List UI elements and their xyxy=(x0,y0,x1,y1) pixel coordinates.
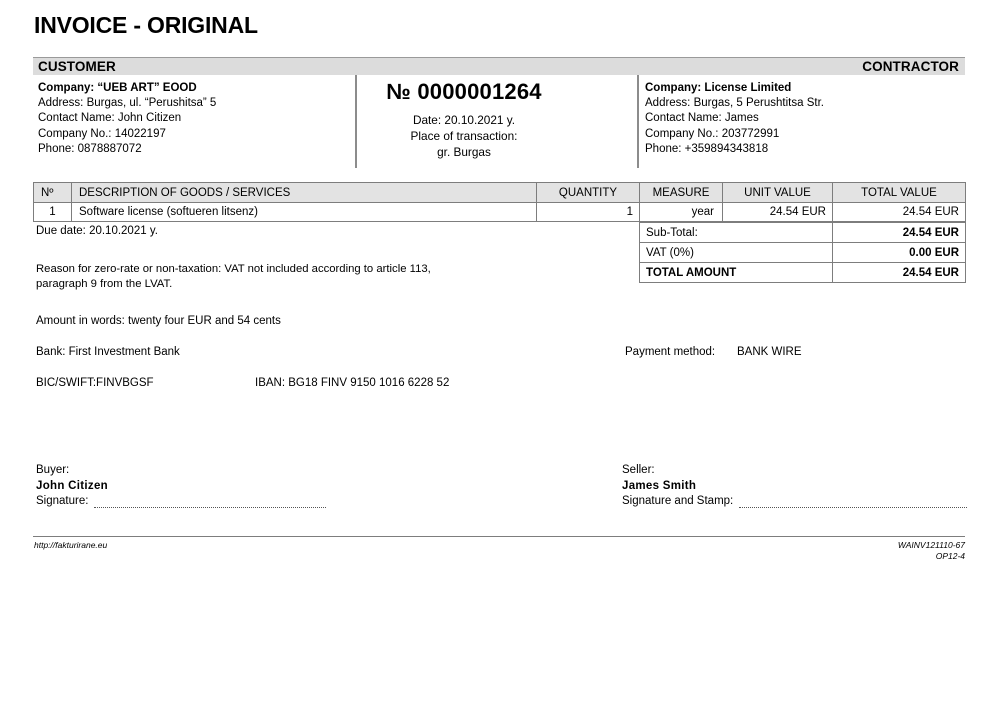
totals-row-subtotal xyxy=(640,223,966,243)
seller-signature-block xyxy=(622,463,967,510)
invoice-date: Date: 20.10.2021 y. xyxy=(412,113,516,127)
items-table xyxy=(33,182,966,222)
footer-divider xyxy=(33,536,965,537)
bic-swift: BIC/SWIFT:FINVBGSF xyxy=(36,377,154,389)
footer-url[interactable]: http://fakturirane.eu xyxy=(34,540,108,550)
invoice-meta xyxy=(330,79,598,160)
customer-section-label: CUSTOMER xyxy=(38,59,116,74)
page-title: INVOICE - ORIGINAL xyxy=(34,12,258,38)
seller-signature-row xyxy=(622,494,967,510)
buyer-name: John Citizen xyxy=(36,479,108,492)
amount-in-words: Amount in words: twenty four EUR and 54 cents xyxy=(36,315,281,327)
cell-description: Software license (softueren litsenz) xyxy=(72,203,537,222)
column-header-quantity: QUANTITY xyxy=(537,183,640,203)
iban: IBAN: BG18 FINV 9150 1016 6228 52 xyxy=(255,377,450,389)
vat-label: VAT (0%) xyxy=(640,243,833,263)
seller-role-label: Seller: xyxy=(622,464,655,476)
zero-rate-reason: Reason for zero-rate or non-taxation: VAT not included according to article 113, paragraph 9 from the LVAT. xyxy=(36,263,431,290)
buyer-signature-line[interactable] xyxy=(94,499,326,508)
contractor-address: Address: Burgas, 5 Perushtitsa Str. xyxy=(645,97,824,110)
seller-signature-label: Signature and Stamp: xyxy=(622,495,734,507)
cell-total-value: 24.54 EUR xyxy=(833,203,966,222)
subtotal-label: Sub-Total: xyxy=(640,223,833,243)
column-header-no: Nº xyxy=(34,183,72,203)
buyer-signature-row xyxy=(36,494,466,510)
customer-details xyxy=(38,81,350,157)
total-amount-label: TOTAL AMOUNT xyxy=(640,263,833,283)
cell-unit-value: 24.54 EUR xyxy=(723,203,833,222)
cell-no: 1 xyxy=(34,203,72,222)
contractor-phone: Phone: +359894343818 xyxy=(645,142,769,155)
payment-method-label: Payment method: xyxy=(625,346,716,358)
buyer-signature-block xyxy=(36,463,466,510)
seller-signature-line[interactable] xyxy=(739,499,967,508)
invoice-number: № 0000001264 xyxy=(386,79,542,104)
parties-header-band xyxy=(33,57,965,75)
totals-row-total xyxy=(640,263,966,283)
contractor-contact-name: Contact Name: James xyxy=(645,112,759,125)
footer-ref-code-secondary: OP12-4 xyxy=(935,551,965,561)
divider-right xyxy=(637,75,639,168)
customer-company: Company: “UEB ART” EOOD xyxy=(38,82,197,94)
cell-measure: year xyxy=(640,203,723,222)
due-date: Due date: 20.10.2021 y. xyxy=(36,225,158,237)
payment-method-value: BANK WIRE xyxy=(737,346,802,358)
customer-address: Address: Burgas, ul. “Perushitsa” 5 xyxy=(38,97,217,110)
totals-row-vat xyxy=(640,243,966,263)
footer-ref-code: WAINV121110-67 xyxy=(897,540,965,550)
customer-company-no: Company No.: 14022197 xyxy=(38,127,166,140)
cell-quantity: 1 xyxy=(537,203,640,222)
buyer-signature-label: Signature: xyxy=(36,495,89,507)
table-row xyxy=(34,203,966,222)
vat-value: 0.00 EUR xyxy=(833,243,966,263)
footer-reference xyxy=(898,540,965,562)
column-header-measure: MEASURE xyxy=(640,183,723,203)
contractor-details xyxy=(645,81,963,157)
column-header-total-value: TOTAL VALUE xyxy=(833,183,966,203)
bank-name: Bank: First Investment Bank xyxy=(36,346,180,358)
seller-name: James Smith xyxy=(622,479,697,492)
subtotal-value: 24.54 EUR xyxy=(833,223,966,243)
contractor-section-label: CONTRACTOR xyxy=(862,59,959,74)
contractor-company: Company: License Limited xyxy=(645,82,792,94)
buyer-role-label: Buyer: xyxy=(36,464,70,476)
column-header-unit-value: UNIT VALUE xyxy=(723,183,833,203)
items-table-header-row xyxy=(34,183,966,203)
totals-table xyxy=(639,222,966,283)
customer-contact-name: Contact Name: John Citizen xyxy=(38,112,182,125)
place-of-transaction-label: Place of transaction: xyxy=(410,129,518,143)
customer-phone: Phone: 0878887072 xyxy=(38,142,142,155)
contractor-company-no: Company No.: 203772991 xyxy=(645,127,780,140)
place-of-transaction-value: gr. Burgas xyxy=(437,145,491,159)
column-header-description: DESCRIPTION OF GOODS / SERVICES xyxy=(72,183,537,203)
total-amount-value: 24.54 EUR xyxy=(833,263,966,283)
